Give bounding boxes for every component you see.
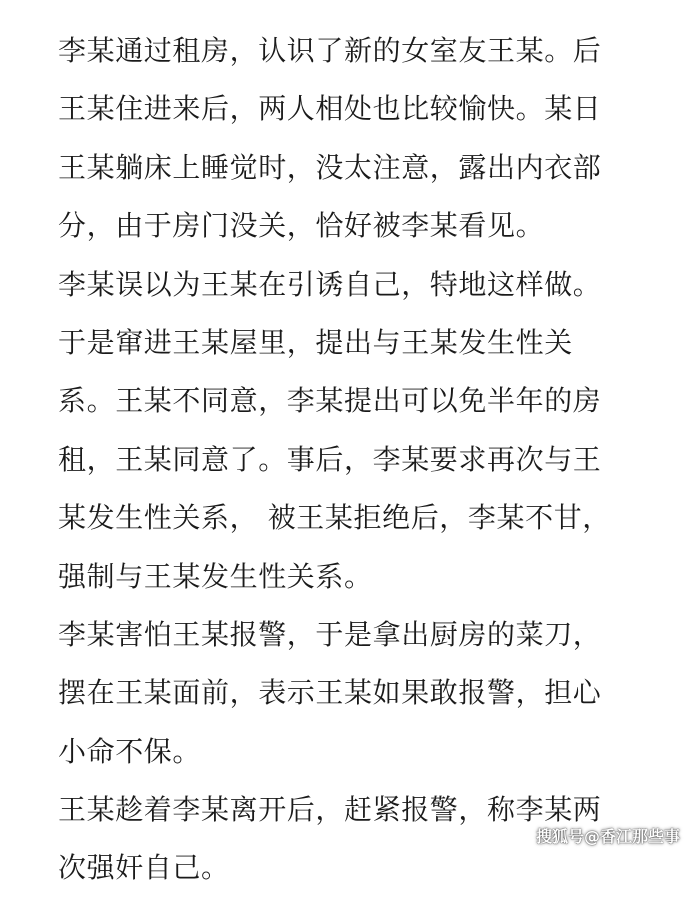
article-body: [58, 22, 658, 898]
article-line: 摆在王某面前，表示王某如果敢报警，担心: [58, 676, 602, 710]
article-line: 小命不保。: [58, 734, 202, 768]
article-line: 强制与王某发生性关系。: [58, 559, 373, 593]
article-line: 李某误以为王某在引诱自己，特地这样做。: [58, 267, 602, 301]
article-line: 王某躺床上睡觉时，没太注意，露出内衣部: [58, 150, 602, 184]
article-line: 系。王某不同意，李某提出可以免半年的房: [58, 384, 602, 418]
article-line: 王某趁着李某离开后，赶紧报警，称李某两: [58, 793, 602, 827]
source-watermark: 搜狐号@香江那些事: [535, 827, 680, 846]
article-line: 次强奸自己。: [58, 851, 230, 885]
article-line: 李某通过租房，认识了新的女室友王某。后: [58, 34, 602, 67]
article-line: 分，由于房门没关，恰好被李某看见。: [58, 209, 545, 243]
article-line: 租，王某同意了。事后，李某要求再次与王: [58, 442, 602, 476]
article-line: 于是窜进王某屋里，提出与王某发生性关: [58, 325, 573, 359]
article-line: 李某害怕王某报警，于是拿出厨房的菜刀，: [58, 617, 602, 651]
article-line: 王某住进来后，两人相处也比较愉快。某日: [58, 92, 602, 126]
article-line: 某发生性关系， 被王某拒绝后，李某不甘，: [58, 501, 611, 535]
